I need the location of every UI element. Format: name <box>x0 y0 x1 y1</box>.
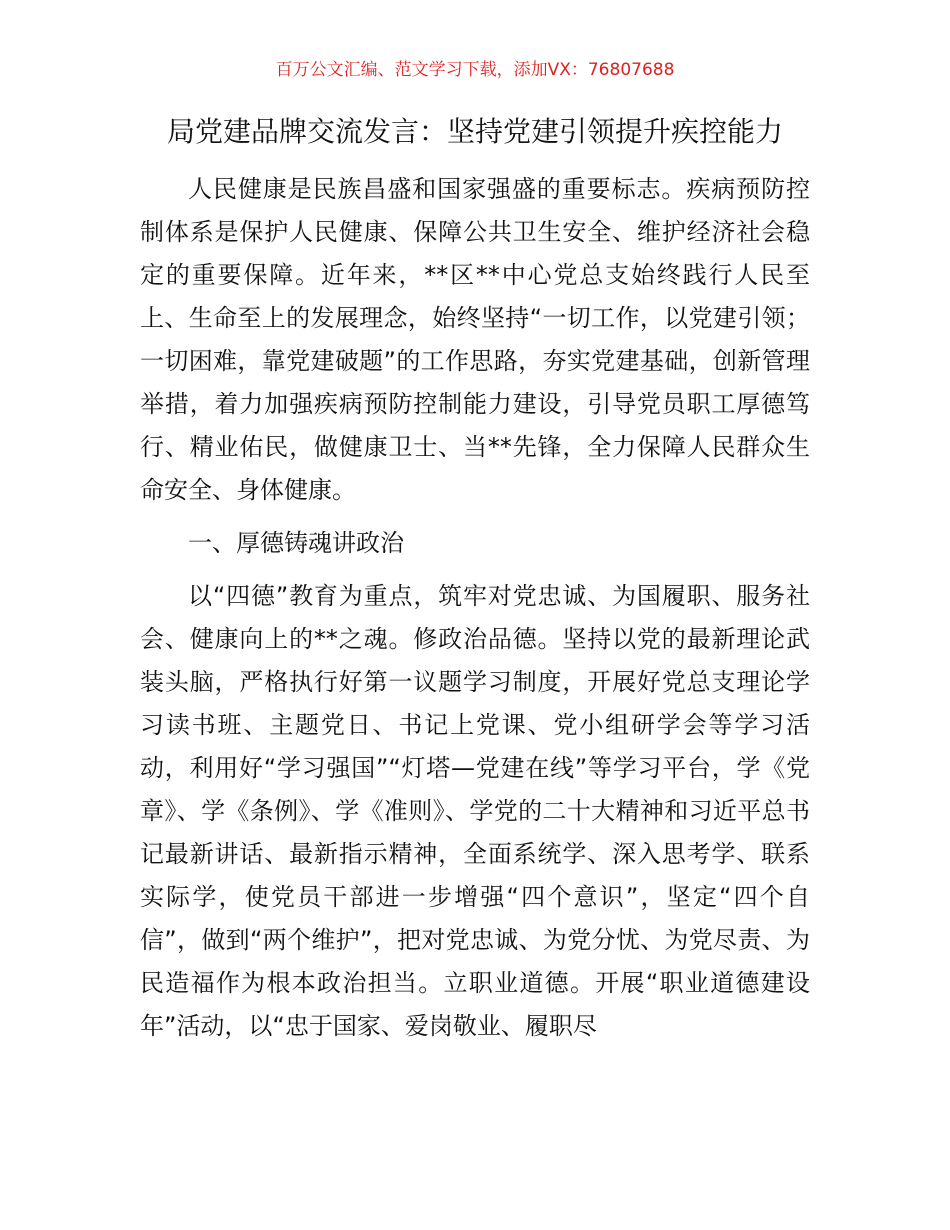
document-title: 局党建品牌交流发言：坚持党建引领提升疾控能力 <box>166 115 783 148</box>
header-watermark-note: 百万公文汇编、范文学习下载，添加VX：76807688 <box>275 60 675 80</box>
intro-paragraph: 人民健康是民族昌盛和国家强盛的重要标志。疾病预防控制体系是保护人民健康、保障公共卫生安全、维护经济社会稳定的重要保障。近年来，**区**中心党总支始终践行人民至上、生命至上的发展理念，始终坚持“一切工作，以党建引领；一切困难，靠党建破题”的工作思路，夯实党建基础，创新管理举措，着力加强疾病预防控制能力建设，引导党员职工厚德笃行、精业佑民，做健康卫士、当**先锋，全力保障人民群众生命安全、身体健康。 <box>140 175 810 504</box>
section-heading-1: 一、厚德铸魂讲政治 <box>188 529 404 557</box>
section-1-paragraph: 以“四德”教育为重点，筑牢对党忠诚、为国履职、服务社会、健康向上的**之魂。修政治品德。坚持以党的最新理论武装头脑，严格执行好第一议题学习制度，开展好党总支理论学习读书班、主题党日、书记上党课、党小组研学会等学习活动，利用好“学习强国”“灯塔—党建在线”等学习平台，学《党章》、学《条例》、学《准则》、学党的二十大精神和习近平总书记最新讲话、最新指示精神，全面系统学、深入思考学、联系实际学，使党员干部进一步增强“四个意识”，坚定“四个自信”，做到“两个维护”，把对党忠诚、为党分忧、为党尽责、为民造福作为根本政治担当。立职业道德。开展“职业道德建设年”活动，以“忠于国家、爱岗敬业、履职尽 <box>140 582 810 1040</box>
